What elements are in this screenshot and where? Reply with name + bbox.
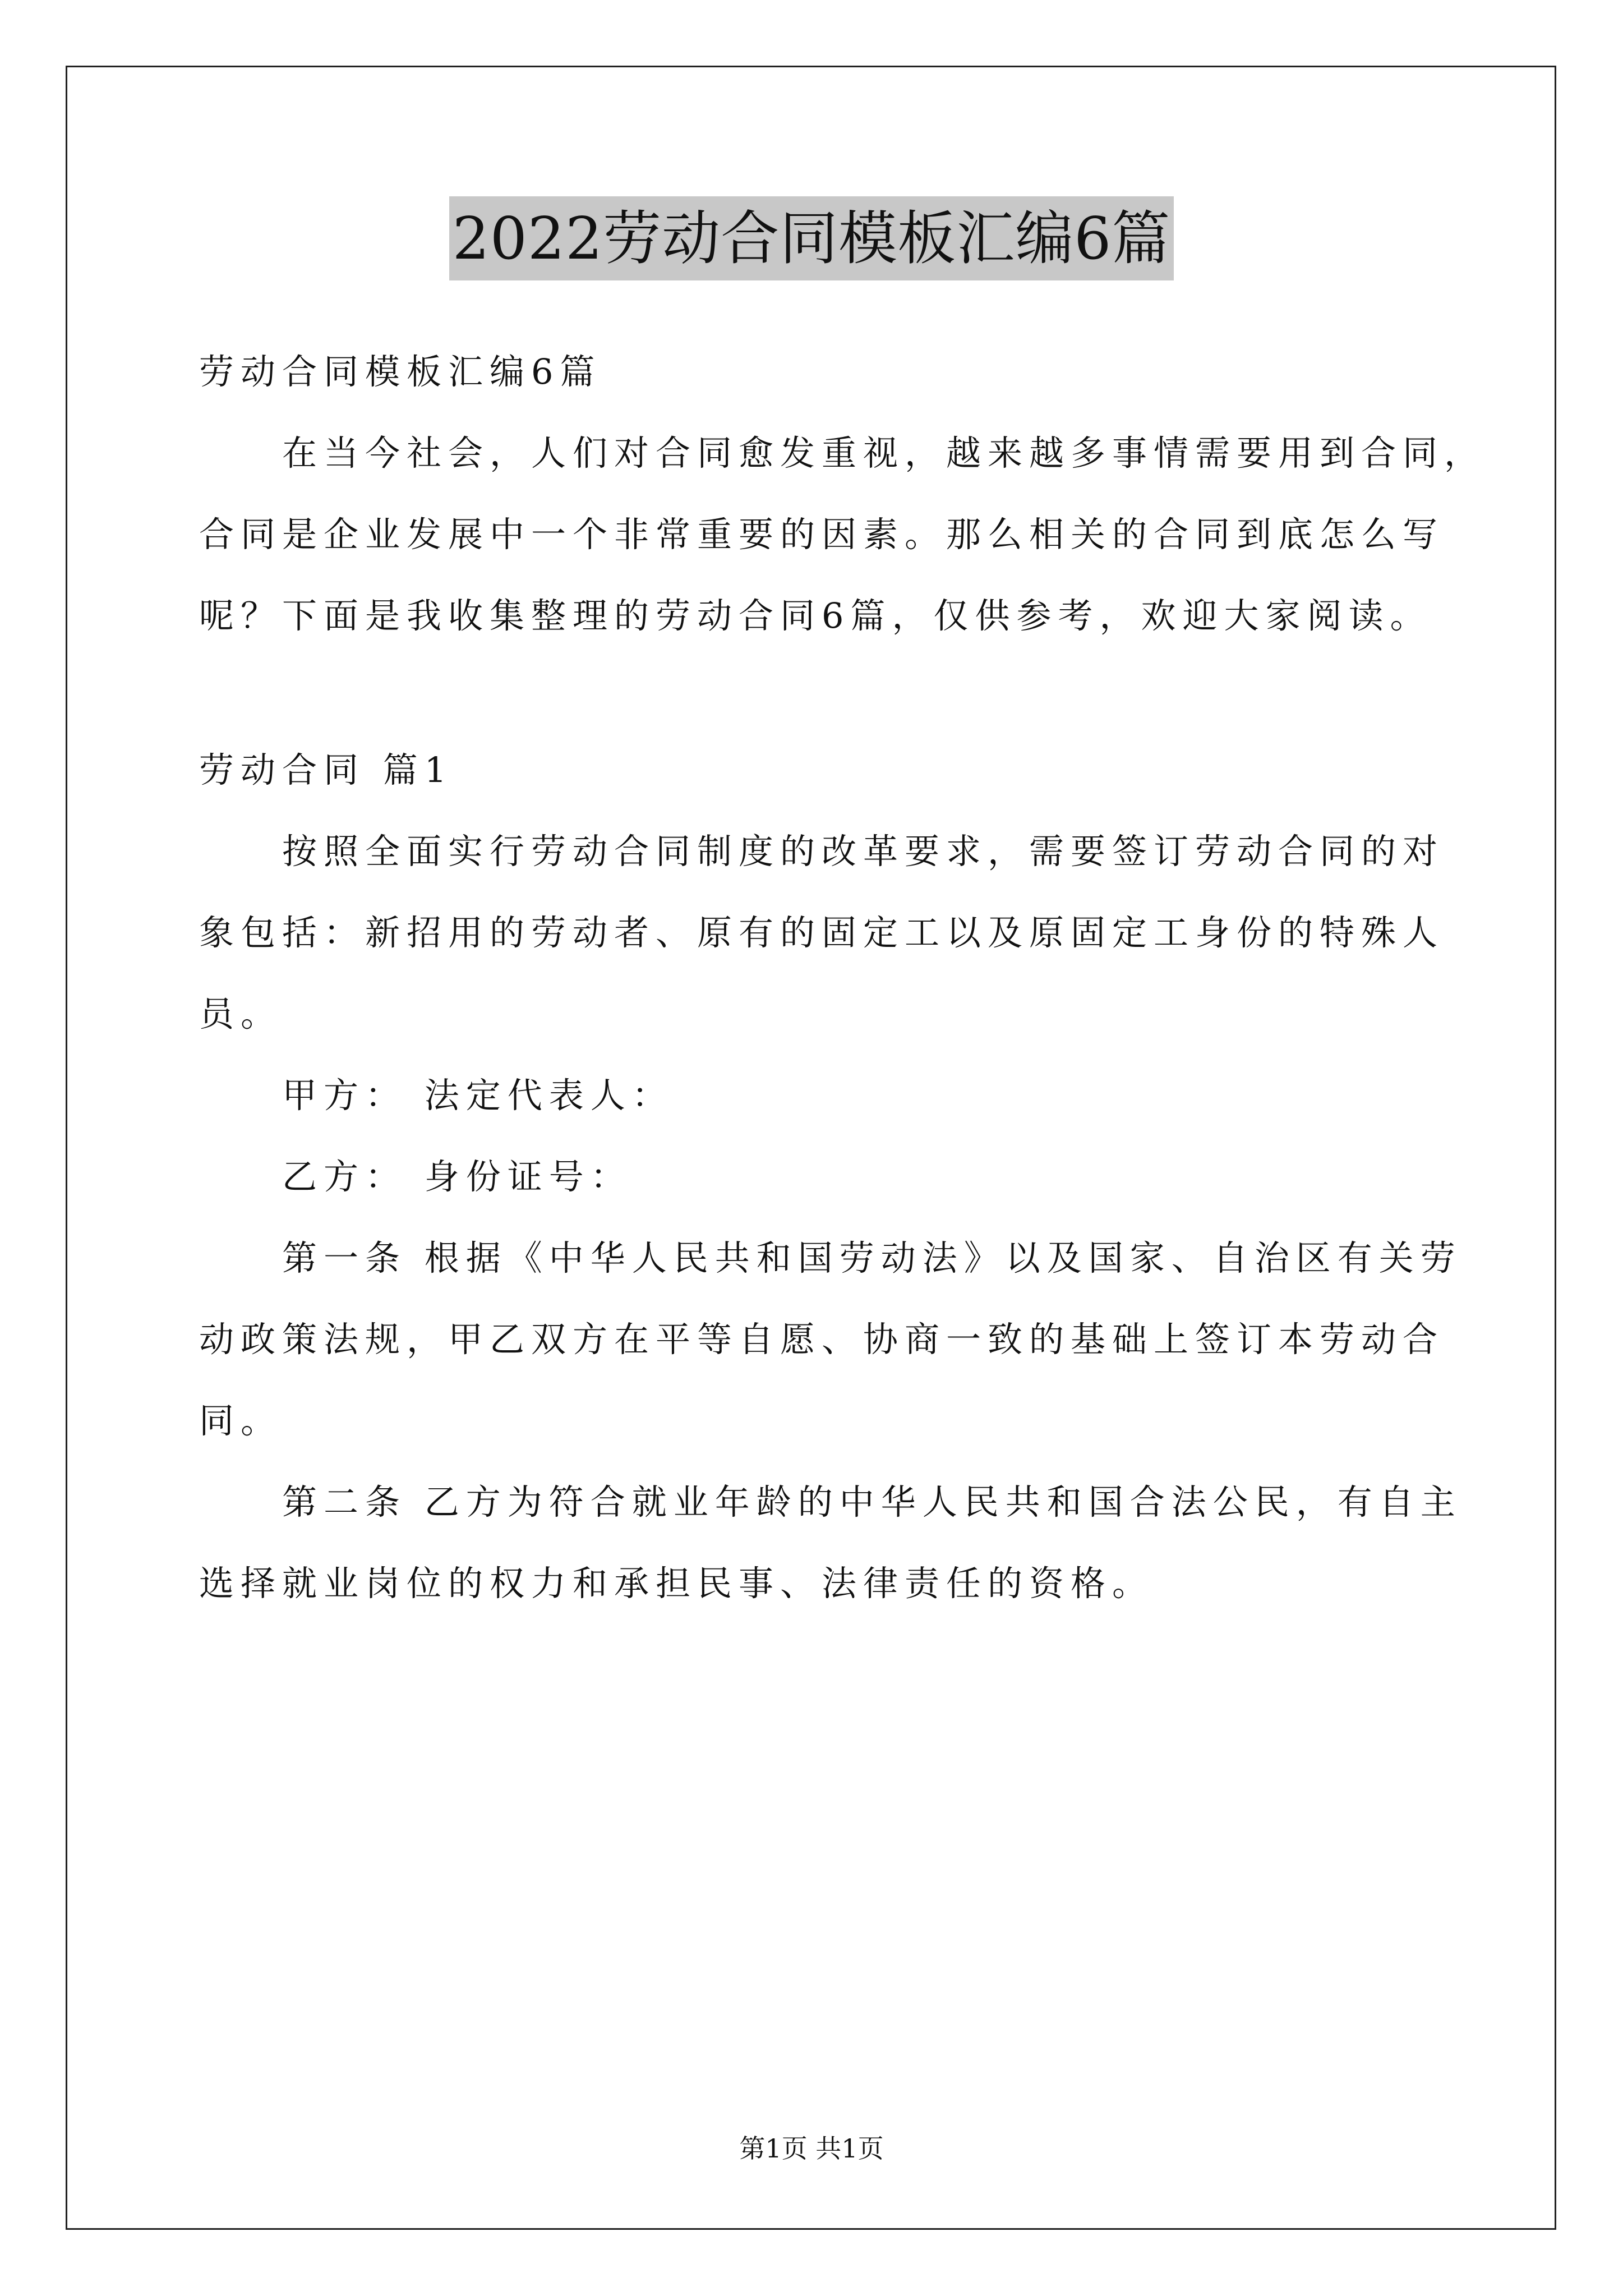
document-title: 2022劳动合同模板汇编6篇	[449, 196, 1174, 280]
subtitle: 劳动合同模板汇编6篇	[199, 351, 602, 392]
intro-line: 在当今社会，人们对合同愈发重视，越来越多事情需要用到合同，	[282, 432, 1486, 473]
title-container	[0, 196, 1623, 280]
article-line: 第二条 乙方为符合就业年龄的中华人民共和国合法公民，有自主	[282, 1481, 1462, 1522]
paragraph-line: 员。	[199, 993, 283, 1034]
article-line: 选择就业岗位的权力和承担民事、法律责任的资格。	[199, 1563, 1154, 1604]
article-1	[199, 1217, 1462, 1461]
article-line: 第一条 根据《中华人民共和国劳动法》以及国家、自治区有关劳	[282, 1237, 1462, 1278]
paragraph-1	[199, 811, 1445, 1055]
page-footer: 第1页 共1页	[739, 2133, 884, 2164]
intro-line: 呢？下面是我收集整理的劳动合同6篇，仅供参考，欢迎大家阅读。	[199, 595, 1432, 636]
party-a-line: 甲方： 法定代表人：	[282, 1075, 674, 1116]
paragraph-line: 象包括：新招用的劳动者、原有的固定工以及原固定工身份的特殊人	[199, 912, 1445, 953]
paragraph-line: 按照全面实行劳动合同制度的改革要求，需要签订劳动合同的对	[282, 831, 1445, 872]
intro-paragraph	[199, 412, 1486, 656]
section-heading: 劳动合同 篇1	[199, 749, 454, 790]
document-body	[199, 331, 1486, 1624]
intro-line: 合同是企业发展中一个非常重要的因素。那么相关的合同到底怎么写	[199, 514, 1445, 555]
party-b-line: 乙方： 身份证号：	[282, 1156, 632, 1197]
article-2	[199, 1461, 1462, 1624]
article-line: 同。	[199, 1400, 283, 1441]
article-line: 动政策法规，甲乙双方在平等自愿、协商一致的基础上签订本劳动合	[199, 1319, 1445, 1360]
